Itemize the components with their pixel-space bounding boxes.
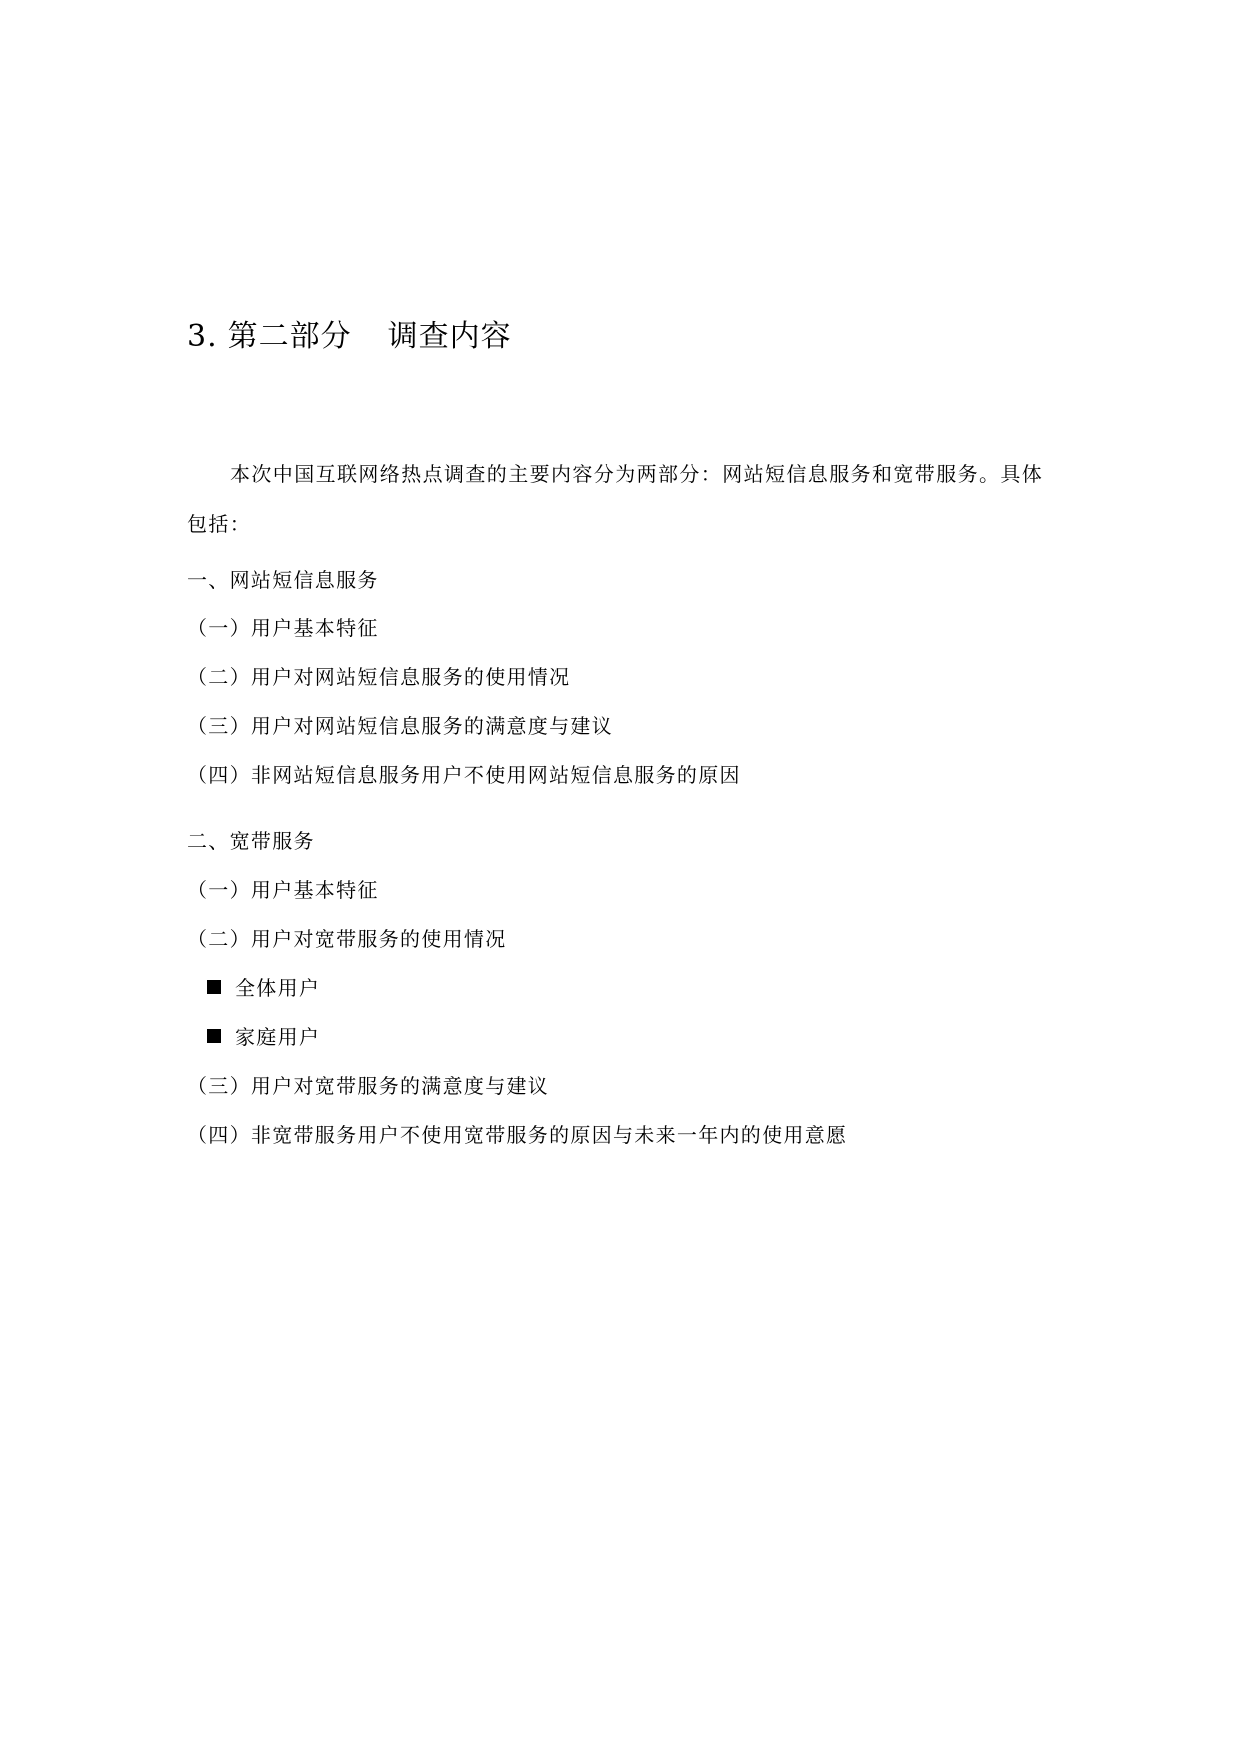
section1-item-2: （二）用户对网站短信息服务的使用情况 bbox=[187, 665, 571, 689]
heading-number: 3. bbox=[187, 319, 218, 354]
section2-item-4: （四）非宽带服务用户不使用宽带服务的原因与未来一年内的使用意愿 bbox=[187, 1123, 848, 1147]
section2-item-2: （二）用户对宽带服务的使用情况 bbox=[187, 927, 507, 951]
section2-item-3: （三）用户对宽带服务的满意度与建议 bbox=[187, 1074, 550, 1098]
section2-title: 二、宽带服务 bbox=[187, 829, 315, 853]
section1-item-4: （四）非网站短信息服务用户不使用网站短信息服务的原因 bbox=[187, 763, 741, 787]
section2-subitem-1 bbox=[207, 973, 320, 1003]
intro-paragraph: 本次中国互联网络热点调查的主要内容分为两部分：网站短信息服务和宽带服务。具体包括： bbox=[187, 462, 1044, 536]
square-bullet-icon bbox=[207, 980, 221, 994]
section-heading bbox=[187, 317, 512, 357]
section2-item-1: （一）用户基本特征 bbox=[187, 878, 379, 902]
section1-item-1: （一）用户基本特征 bbox=[187, 616, 379, 640]
subitem-label: 家庭用户 bbox=[235, 1025, 321, 1049]
section1-item-3: （三）用户对网站短信息服务的满意度与建议 bbox=[187, 714, 613, 738]
section1-title: 一、网站短信息服务 bbox=[187, 568, 379, 592]
square-bullet-icon bbox=[207, 1029, 221, 1043]
heading-title: 调查内容 bbox=[387, 319, 512, 354]
subitem-label: 全体用户 bbox=[235, 976, 321, 1000]
section2-subitem-2 bbox=[207, 1022, 320, 1052]
heading-part: 第二部分 bbox=[227, 319, 352, 354]
